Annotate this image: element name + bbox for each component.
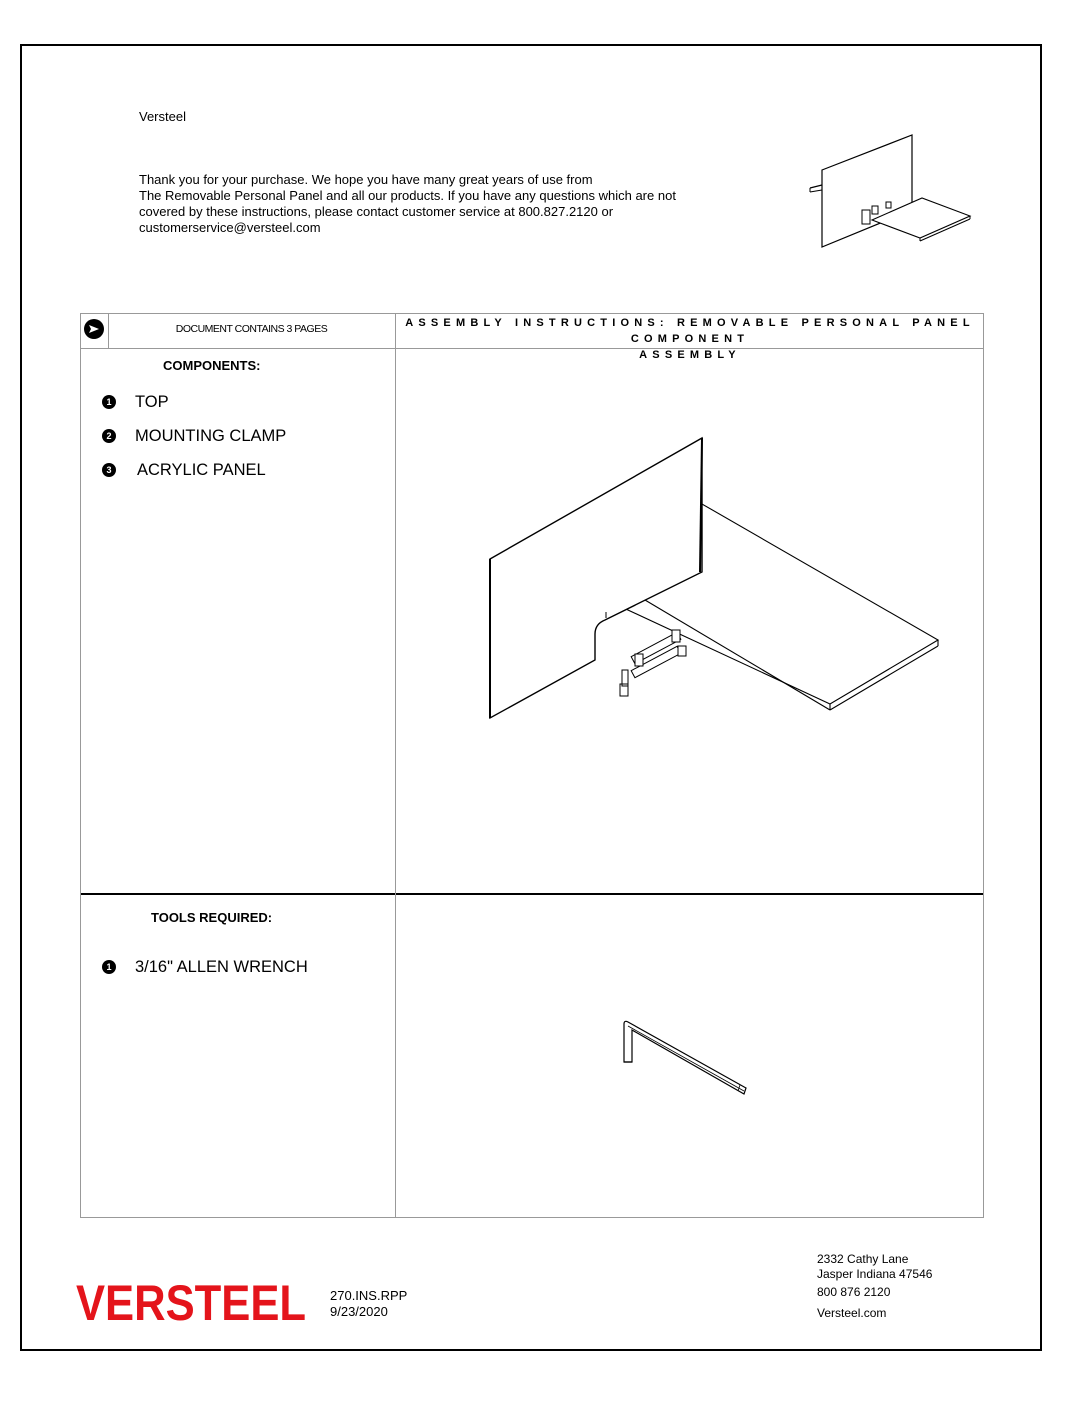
address-line: Jasper Indiana 47546	[817, 1267, 933, 1281]
number-badge: 2	[102, 429, 116, 443]
tool-label: 3/16" ALLEN WRENCH	[135, 957, 308, 976]
address-line: 2332 Cathy Lane	[817, 1252, 909, 1266]
number-badge: 1	[102, 960, 116, 974]
website-link[interactable]: Versteel.com	[817, 1306, 887, 1320]
sheet-border-top	[80, 313, 984, 314]
versteel-logo	[76, 1268, 316, 1328]
tool-item	[102, 957, 308, 977]
allen-wrench-illustration	[612, 1012, 762, 1102]
panel-assembly-illustration	[480, 432, 950, 722]
phone-number: 800 876 2120	[817, 1285, 891, 1299]
component-item	[102, 426, 286, 446]
sheet-title	[396, 315, 984, 363]
arrow-right-icon	[84, 319, 104, 339]
product-thumbnail	[802, 130, 978, 254]
logo-text: VERSTEEL	[76, 1275, 306, 1328]
sheet-title-line: ASSEMBLY INSTRUCTIONS: REMOVABLE PERSONAL PANEL COMPONENT	[405, 317, 975, 345]
component-item	[102, 460, 266, 480]
number-badge: 1	[102, 395, 116, 409]
document-number: 270.INS.RPP	[330, 1288, 408, 1303]
document-pages-note: DOCUMENT CONTAINS 3 PAGES	[175, 323, 328, 335]
components-heading: COMPONENTS:	[163, 358, 261, 373]
component-label: MOUNTING CLAMP	[135, 426, 287, 445]
contact-info	[817, 1252, 932, 1321]
intro-line: customerservice@versteel.com	[139, 220, 321, 235]
component-label: TOP	[135, 392, 169, 411]
sheet-border-right	[983, 313, 984, 1218]
component-label: ACRYLIC PANEL	[137, 460, 266, 479]
document-id	[330, 1288, 407, 1320]
tools-heading: TOOLS REQUIRED:	[151, 910, 273, 925]
sheet-title-line: ASSEMBLY	[639, 349, 741, 361]
intro-text	[139, 172, 739, 236]
component-item	[102, 392, 169, 412]
intro-line: covered by these instructions, please contact customer service at 800.827.2120 or	[139, 204, 614, 219]
intro-line: Thank you for your purchase. We hope you have many great years of use from	[139, 172, 593, 187]
document-date: 9/23/2020	[330, 1304, 388, 1319]
intro-line: The Removable Personal Panel and all our products. If you have any questions which are not	[139, 188, 676, 203]
sheet-column-divider	[395, 313, 396, 1218]
sheet-border-bottom	[80, 1217, 984, 1218]
sheet-border-left	[80, 313, 81, 1218]
number-badge: 3	[102, 463, 116, 477]
brand-name: Versteel	[139, 109, 186, 124]
sheet-section-divider	[80, 893, 984, 895]
